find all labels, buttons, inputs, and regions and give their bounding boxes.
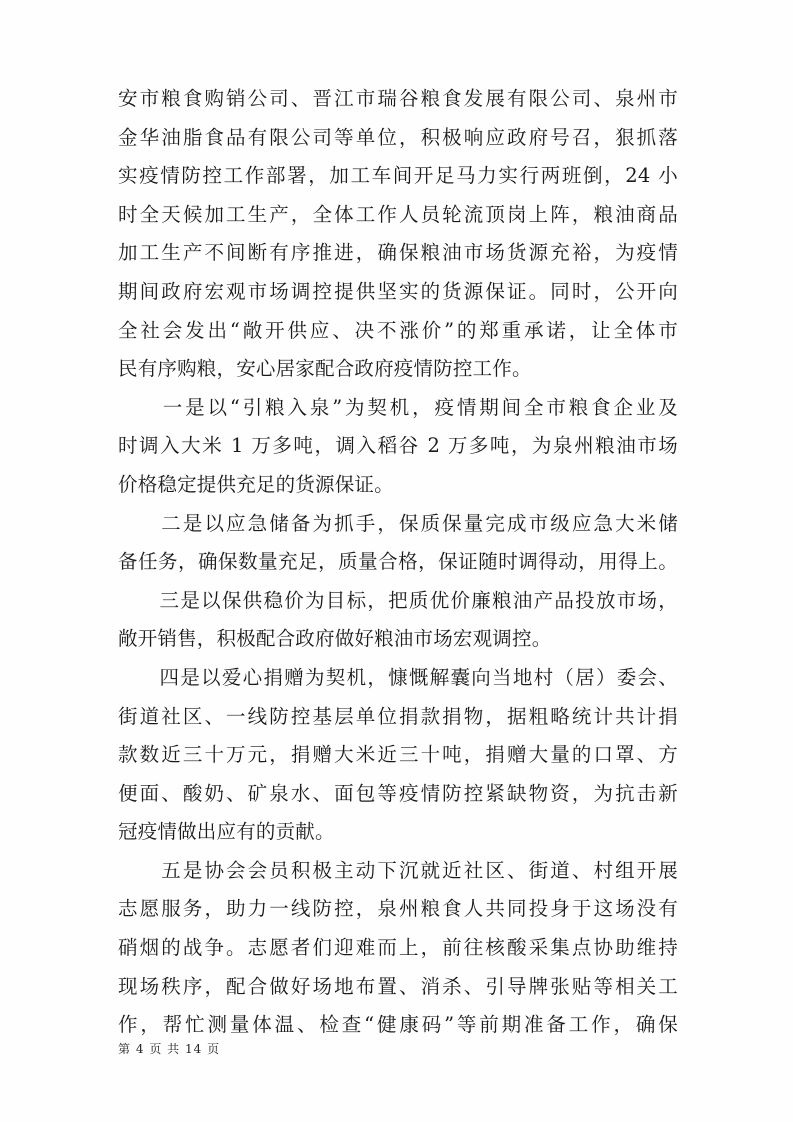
- text-line: 加工生产不间断有序推进，确保粮油市场货源充裕，为疫情: [118, 241, 678, 265]
- text-line: 价格稳定提供充足的货源保证。: [118, 472, 394, 496]
- text-line: 志愿服务，助力一线防控，泉州粮食人共同投身于这场没有: [118, 897, 678, 921]
- text-line: 敞开销售，积极配合政府做好粮油市场宏观调控。: [118, 627, 552, 651]
- footer-current-page: 4: [135, 1042, 145, 1056]
- text-line: 作，帮忙测量体温、检查“健康码”等前期准备工作，确保: [118, 1013, 678, 1037]
- text-line: 期间政府宏观市场调控提供坚实的货源保证。同时，公开向: [118, 279, 678, 303]
- text-line: 实疫情防控工作部署，加工车间开足马力实行两班倒，24 小: [118, 164, 678, 188]
- text-line: 五是协会会员积极主动下沉就近社区、街道、村组开展: [118, 858, 678, 882]
- footer-suffix: 页: [207, 1042, 221, 1056]
- text-line: 硝烟的战争。志愿者们迎难而上，前往核酸采集点协助维持: [118, 936, 678, 960]
- text-line: 时全天候加工生产，全体工作人员轮流顶岗上阵，粮油商品: [118, 202, 678, 226]
- text-line: 时调入大米 1 万多吨，调入稻谷 2 万多吨，为泉州粮油市场: [118, 434, 678, 458]
- text-line: 款数近三十万元，捐赠大米近三十吨，捐赠大量的口罩、方: [118, 743, 678, 767]
- page-number-footer: [118, 1040, 220, 1057]
- text-line: 四是以爱心捐赠为契机，慷慨解囊向当地村（居）委会、: [118, 665, 678, 689]
- text-line: 便面、酸奶、矿泉水、面包等疫情防控紧缺物资，为抗击新: [118, 781, 678, 805]
- text-line: 三是以保供稳价为目标，把质优价廉粮油产品投放市场，: [118, 588, 678, 612]
- text-line: 冠疫情做出应有的贡献。: [118, 820, 335, 844]
- text-line: 安市粮食购销公司、晋江市瑞谷粮食发展有限公司、泉州市: [118, 87, 678, 110]
- footer-prefix: 第: [118, 1042, 132, 1056]
- footer-middle: 页 共: [149, 1042, 181, 1056]
- text-line: 街道社区、一线防控基层单位捐款捐物，据粗略统计共计捐: [118, 704, 678, 728]
- text-line: 备任务，确保数量充足，质量合格，保证随时调得动，用得上。: [118, 550, 678, 574]
- text-line: 金华油脂食品有限公司等单位，积极响应政府号召，狠抓落: [118, 125, 678, 149]
- text-line: 民有序购粮，安心居家配合政府疫情防控工作。: [118, 357, 532, 381]
- text-line: 全社会发出“敞开供应、决不涨价”的郑重承诺，让全体市: [118, 318, 678, 342]
- footer-total-pages: 14: [184, 1042, 203, 1056]
- text-line: 一是以“引粮入泉”为契机，疫情期间全市粮食企业及: [118, 395, 678, 419]
- text-line: 二是以应急储备为抓手，保质保量完成市级应急大米储: [118, 511, 678, 535]
- text-line: 现场秩序，配合做好场地布置、消杀、引导牌张贴等相关工: [118, 974, 678, 998]
- body-text: [118, 80, 678, 1045]
